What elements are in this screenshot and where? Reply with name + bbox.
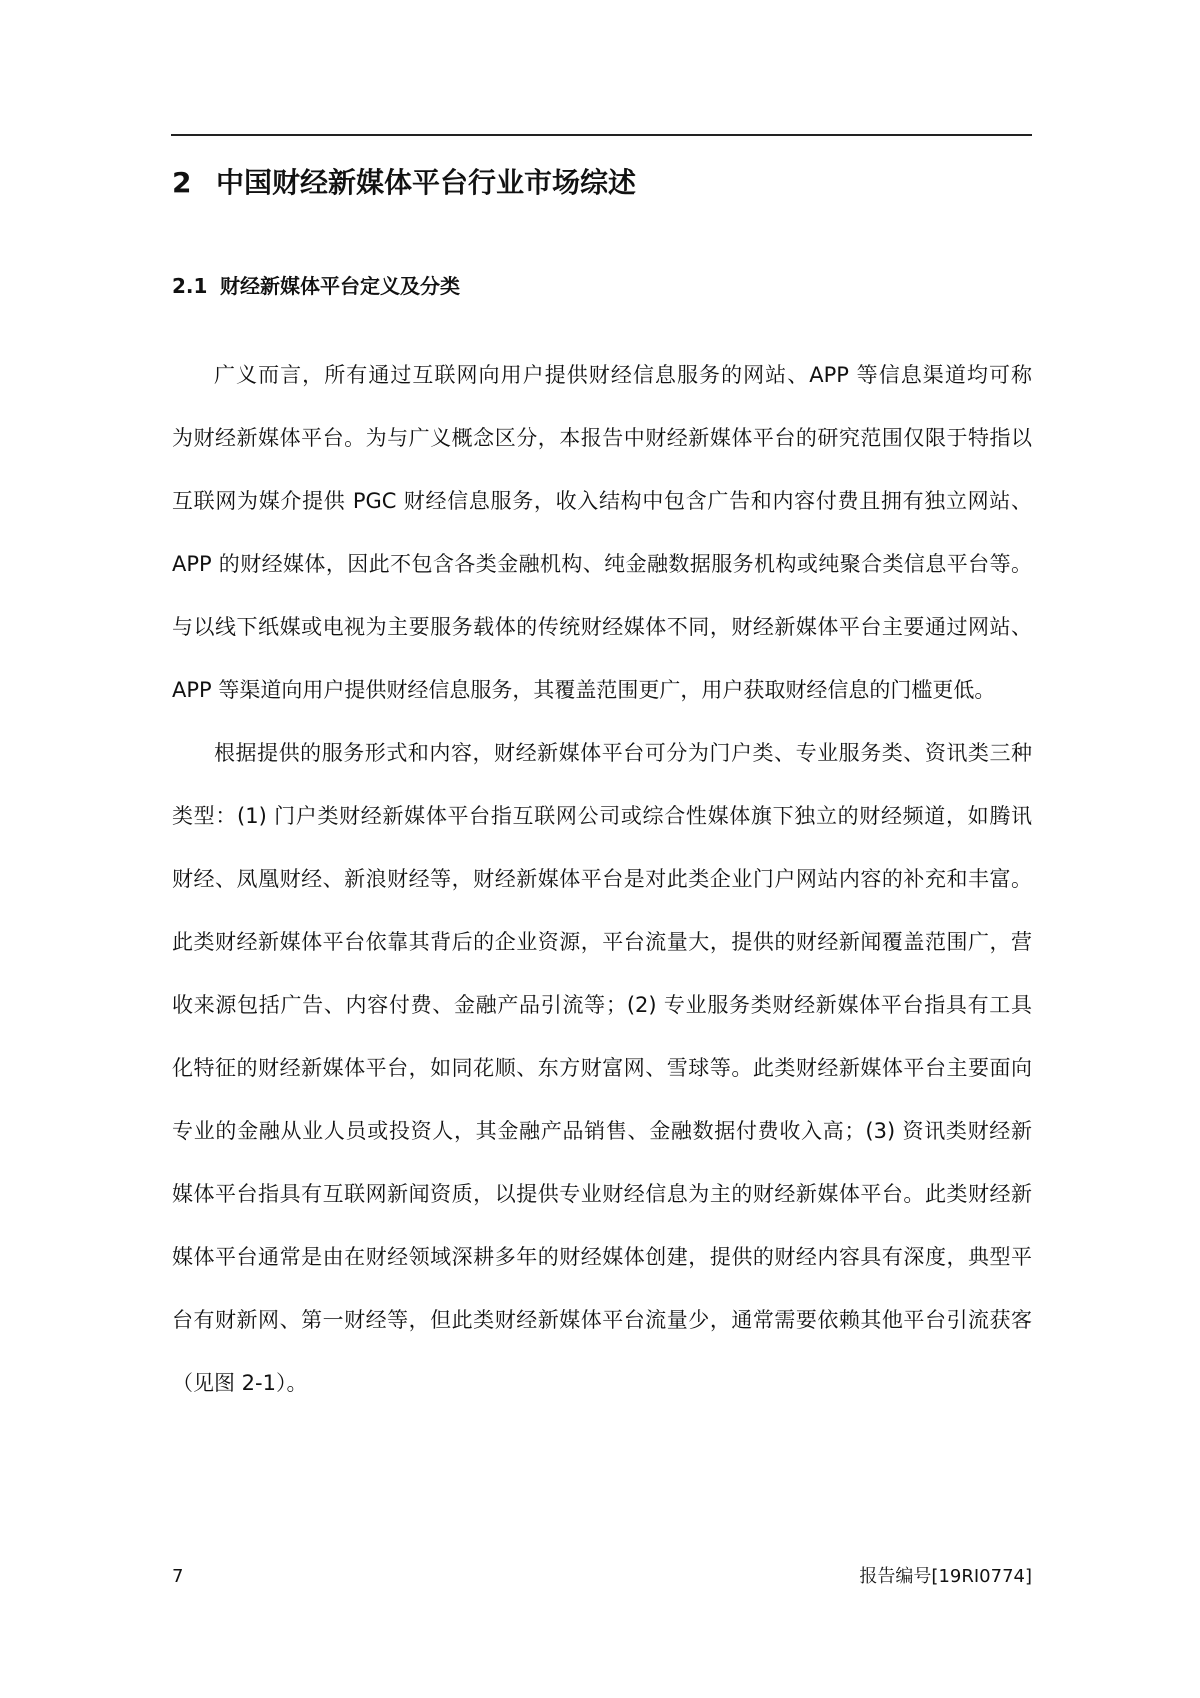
paragraph-line: 化特征的财经新媒体平台，如同花顺、东方财富网、雪球等。此类财经新媒体平台主要面向 <box>172 1056 1032 1080</box>
paragraph-line: 专业的金融从业人员或投资人，其金融产品销售、金融数据付费收入高；(3) 资讯类财经新 <box>172 1119 1032 1143</box>
page-number: 7 <box>172 1566 184 1587</box>
paragraph-line: 为财经新媒体平台。为与广义概念区分，本报告中财经新媒体平台的研究范围仅限于特指以 <box>172 426 1032 450</box>
section-number: 2.1 <box>172 274 208 298</box>
paragraph-line: 收来源包括广告、内容付费、金融产品引流等；(2) 专业服务类财经新媒体平台指具有工具 <box>172 993 1032 1017</box>
paragraph-line: 类型：(1) 门户类财经新媒体平台指互联网公司或综合性媒体旗下独立的财经频道，如腾讯 <box>172 804 1032 828</box>
paragraph-line: 媒体平台通常是由在财经领域深耕多年的财经媒体创建，提供的财经内容具有深度，典型平 <box>172 1245 1032 1269</box>
chapter-number: 2 <box>172 166 192 199</box>
chapter-title: 中国财经新媒体平台行业市场综述 <box>216 166 637 199</box>
paragraph-line: 媒体平台指具有互联网新闻资质，以提供专业财经信息为主的财经新媒体平台。此类财经新 <box>172 1182 1032 1206</box>
paragraph-line: 互联网为媒介提供 PGC 财经信息服务，收入结构中包含广告和内容付费且拥有独立网站、 <box>172 489 1032 513</box>
paragraph-line: 财经、凤凰财经、新浪财经等，财经新媒体平台是对此类企业门户网站内容的补充和丰富。 <box>172 867 1032 891</box>
chapter-heading <box>172 163 636 203</box>
header-rule <box>171 134 1032 136</box>
paragraph-line: 与以线下纸媒或电视为主要服务载体的传统财经媒体不同，财经新媒体平台主要通过网站、 <box>172 615 1032 639</box>
paragraph-line: 广义而言，所有通过互联网向用户提供财经信息服务的网站、APP 等信息渠道均可称 <box>214 363 1032 387</box>
section-heading <box>172 271 460 301</box>
paragraph-line: （见图 2-1）。 <box>172 1371 308 1395</box>
report-id: 报告编号[19RI0774] <box>859 1566 1032 1587</box>
section-title: 财经新媒体平台定义及分类 <box>220 274 460 298</box>
body-text <box>172 344 1032 1415</box>
paragraph-line: 此类财经新媒体平台依靠其背后的企业资源，平台流量大，提供的财经新闻覆盖范围广，营 <box>172 930 1032 954</box>
paragraph-line: APP 的财经媒体，因此不包含各类金融机构、纯金融数据服务机构或纯聚合类信息平台等。 <box>172 552 1032 576</box>
paragraph-line: 台有财新网、第一财经等，但此类财经新媒体平台流量少，通常需要依赖其他平台引流获客 <box>172 1308 1032 1332</box>
paragraph-line: 根据提供的服务形式和内容，财经新媒体平台可分为门户类、专业服务类、资讯类三种 <box>214 741 1032 765</box>
paragraph-line: APP 等渠道向用户提供财经信息服务，其覆盖范围更广，用户获取财经信息的门槛更低。 <box>172 678 996 702</box>
